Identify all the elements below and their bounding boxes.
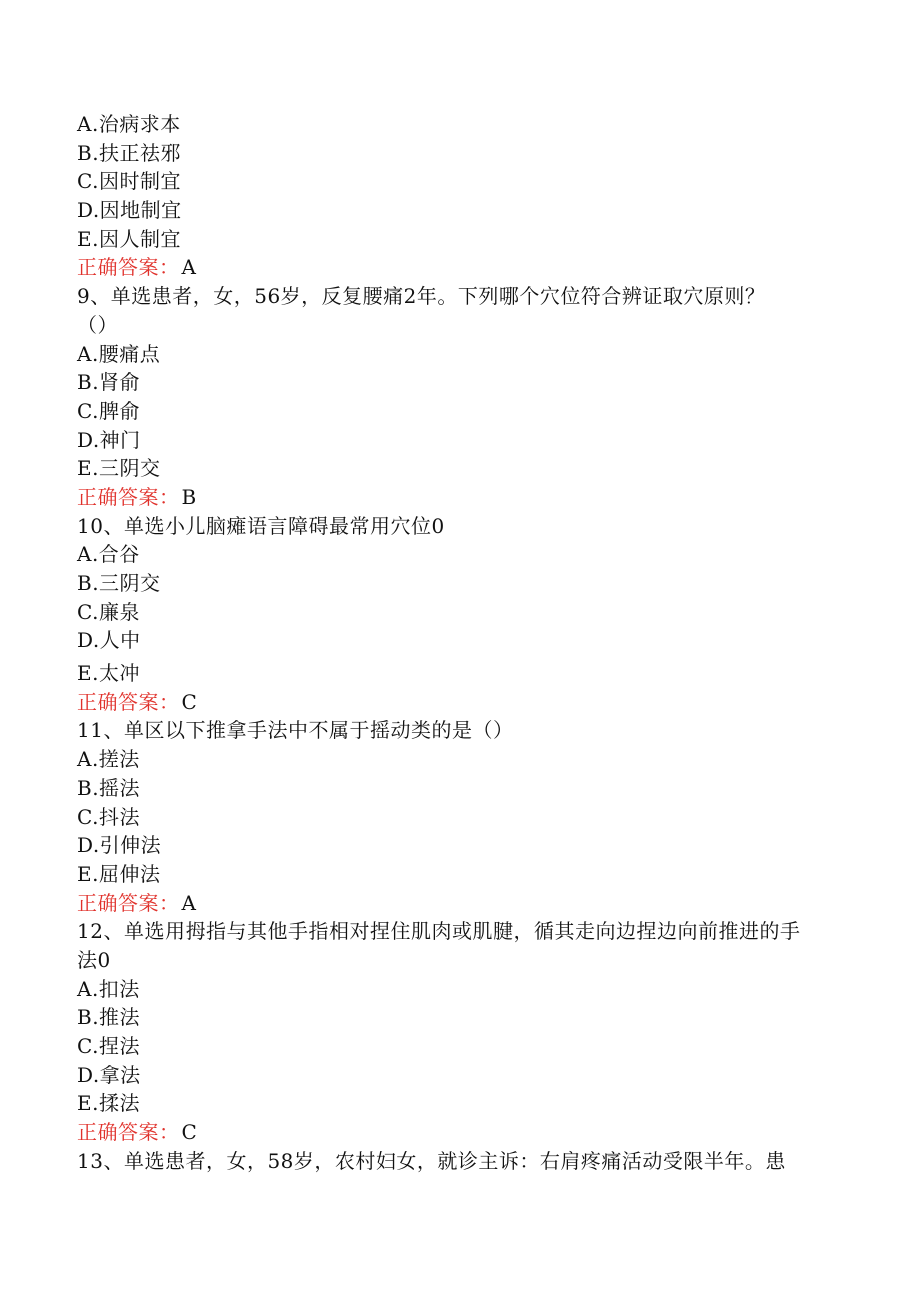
answer-label: 正确答案： bbox=[77, 689, 180, 714]
option-a: A.腰痛点 bbox=[77, 341, 161, 366]
option-c: C.廉泉 bbox=[77, 599, 140, 624]
question-block-10 bbox=[77, 512, 837, 717]
question-stem: 10、单选小儿脑瘫语言障碍最常用穴位0 bbox=[77, 513, 445, 538]
correct-answer bbox=[77, 1118, 837, 1147]
option-e: E.因人制宜 bbox=[77, 226, 181, 251]
correct-answer bbox=[77, 688, 837, 717]
question-block-9 bbox=[77, 282, 837, 512]
question-block-11 bbox=[77, 716, 837, 917]
option-d: D.拿法 bbox=[77, 1062, 141, 1087]
option-a: A.扣法 bbox=[77, 976, 140, 1001]
option-d: D.神门 bbox=[77, 427, 141, 452]
question-block-prev bbox=[77, 110, 837, 282]
option-d: D.引伸法 bbox=[77, 833, 162, 858]
option-b: B.肾俞 bbox=[77, 370, 141, 395]
answer-value: C bbox=[181, 689, 198, 714]
question-stem-cont: （） bbox=[77, 312, 118, 337]
option-c: C.脾俞 bbox=[77, 398, 140, 423]
exam-page bbox=[77, 110, 837, 1175]
question-stem-cont: 法0 bbox=[77, 947, 111, 972]
question-stem: 12、单选用拇指与其他手指相对捏住肌肉或肌腱，循其走向边捏边向前推进的手 bbox=[77, 919, 801, 944]
option-b: B.扶正祛邪 bbox=[77, 140, 182, 165]
question-block-13 bbox=[77, 1147, 837, 1176]
question-stem: 9、单选患者，女，56岁，反复腰痛2年。下列哪个穴位符合辨证取穴原则？ bbox=[77, 284, 766, 309]
option-b: B.推法 bbox=[77, 1005, 141, 1030]
answer-label: 正确答案： bbox=[77, 890, 180, 915]
option-c: C.捏法 bbox=[77, 1034, 140, 1058]
option-a: A.合谷 bbox=[77, 542, 140, 567]
option-b: B.三阴交 bbox=[77, 571, 161, 595]
correct-answer bbox=[77, 889, 837, 918]
question-stem: 11、单区以下推拿手法中不属于摇动类的是（） bbox=[77, 718, 514, 743]
option-e: E.太冲 bbox=[77, 661, 140, 686]
question-block-12 bbox=[77, 917, 837, 1147]
option-a: A.搓法 bbox=[77, 747, 140, 772]
option-e: E.屈伸法 bbox=[77, 861, 161, 886]
answer-value: C bbox=[181, 1120, 198, 1145]
option-e: E.揉法 bbox=[77, 1091, 140, 1116]
answer-label: 正确答案： bbox=[77, 1120, 180, 1145]
option-e: E.三阴交 bbox=[77, 456, 161, 481]
option-c: C.因时制宜 bbox=[77, 169, 181, 194]
option-b: B.摇法 bbox=[77, 775, 141, 800]
option-d: D.因地制宜 bbox=[77, 198, 182, 223]
answer-value: A bbox=[181, 890, 197, 915]
answer-label: 正确答案： bbox=[77, 255, 180, 280]
answer-value: B bbox=[181, 484, 197, 509]
correct-answer bbox=[77, 483, 837, 512]
option-a: A.治病求本 bbox=[77, 112, 181, 136]
answer-value: A bbox=[181, 255, 197, 280]
question-stem: 13、单选患者，女，58岁，农村妇女，就诊主诉：右肩疼痛活动受限半年。患 bbox=[77, 1148, 786, 1173]
answer-label: 正确答案： bbox=[77, 484, 180, 509]
option-c: C.抖法 bbox=[77, 804, 140, 829]
option-d: D.人中 bbox=[77, 628, 141, 653]
correct-answer bbox=[77, 253, 837, 282]
